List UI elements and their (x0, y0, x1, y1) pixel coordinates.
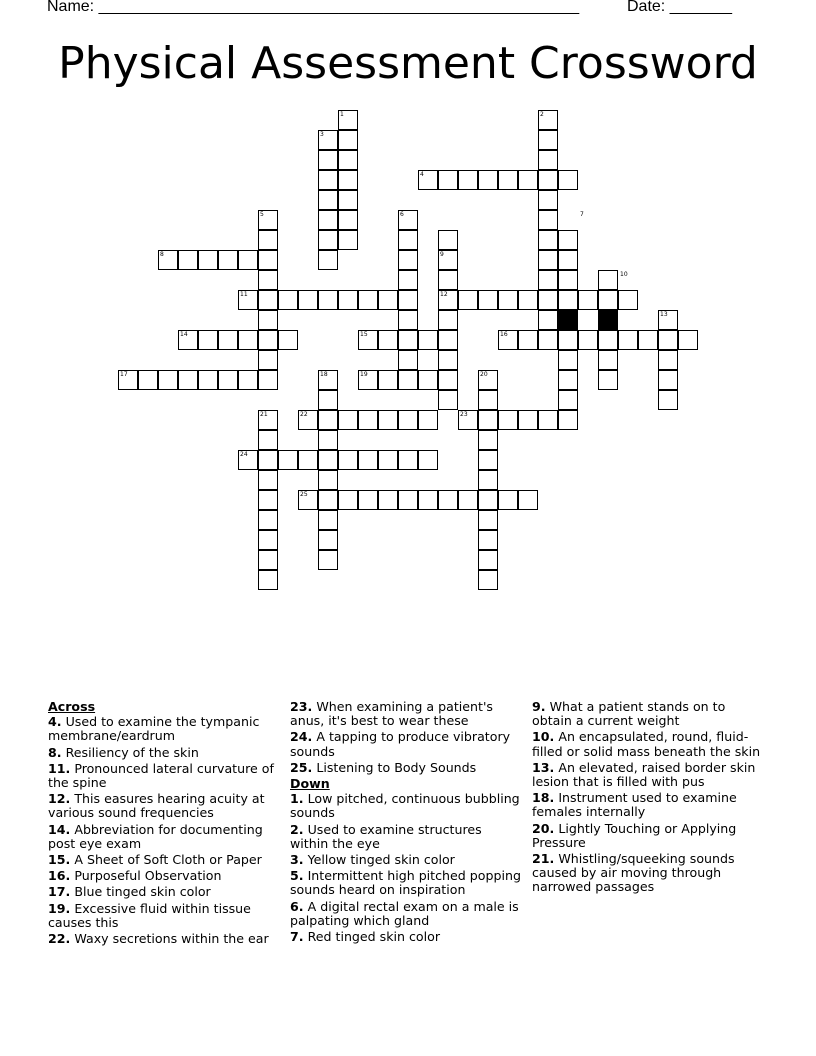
grid-cell[interactable] (238, 250, 258, 270)
grid-cell[interactable] (338, 450, 358, 470)
clue-down-13: 13. An elevated, raised border skin lesion that is filled with pus (532, 759, 756, 790)
clue-across-8: 8. Resiliency of the skin (48, 744, 199, 760)
grid-cell[interactable] (678, 330, 698, 350)
name-field-label[interactable]: Name: ______________________________________________________ (47, 0, 580, 15)
grid-cell[interactable] (598, 350, 618, 370)
clue-across-15: 15. A Sheet of Soft Cloth or Paper (48, 852, 262, 868)
grid-cell[interactable] (338, 490, 358, 510)
grid-cell[interactable] (418, 370, 438, 390)
grid-cell[interactable] (498, 490, 518, 510)
grid-cell[interactable] (378, 330, 398, 350)
grid-cell[interactable] (318, 190, 338, 210)
clue-across-16: 16. Purposeful Observation (48, 868, 222, 884)
grid-cell[interactable] (278, 290, 298, 310)
grid-cell[interactable] (598, 290, 618, 310)
grid-cell[interactable] (338, 230, 358, 250)
grid-cell[interactable] (258, 290, 278, 310)
grid-cell[interactable] (538, 210, 558, 230)
grid-cell[interactable] (478, 530, 498, 550)
grid-cell[interactable] (598, 270, 618, 290)
across-heading: Across (48, 699, 96, 714)
grid-cell[interactable] (498, 410, 518, 430)
grid-cell[interactable] (438, 170, 458, 190)
grid-cell[interactable] (478, 550, 498, 570)
clue-down-20: 20. Lightly Touching or Applying Pressure (532, 820, 737, 850)
grid-cell[interactable] (498, 170, 518, 190)
grid-cell[interactable] (318, 490, 338, 510)
grid-cell[interactable] (138, 370, 158, 390)
clue-down-18: 18. Instrument used to examine females internally (532, 790, 737, 820)
grid-cell[interactable] (538, 290, 558, 310)
grid-cell[interactable] (538, 130, 558, 150)
grid-cell[interactable] (178, 370, 198, 390)
clue-number: 6 (400, 211, 404, 218)
grid-cell[interactable] (398, 350, 418, 370)
grid-cell[interactable] (338, 290, 358, 310)
grid-cell[interactable] (218, 370, 238, 390)
grid-cell[interactable] (618, 330, 638, 350)
grid-cell[interactable] (318, 470, 338, 490)
grid-cell[interactable] (598, 330, 618, 350)
clue-down-10: 10. An encapsulated, round, fluid-filled or solid mass beneath the skin (532, 729, 761, 759)
grid-cell[interactable] (658, 330, 678, 350)
grid-cell[interactable] (418, 490, 438, 510)
grid-cell[interactable] (378, 450, 398, 470)
clue-number: 5 (260, 211, 264, 218)
grid-cell[interactable] (478, 170, 498, 190)
grid-cell[interactable] (318, 290, 338, 310)
clue-number: 1 (340, 111, 344, 118)
grid-cell[interactable] (438, 270, 458, 290)
clue-across-22: 22. Waxy secretions within the ear (48, 931, 269, 947)
grid-cell[interactable] (398, 310, 418, 330)
clue-number: 21 (260, 411, 268, 418)
grid-cell[interactable] (458, 290, 478, 310)
grid-cell[interactable] (258, 530, 278, 550)
grid-cell[interactable] (338, 210, 358, 230)
grid-cell[interactable] (538, 330, 558, 350)
clues-column-1 (48, 700, 280, 948)
grid-cell[interactable] (398, 230, 418, 250)
grid-cell[interactable] (238, 370, 258, 390)
clues-column-2 (290, 700, 522, 946)
grid-cell[interactable] (558, 390, 578, 410)
clue-across-23: 23. When examining a patient's anus, it's best to wear these (290, 699, 493, 729)
grid-cell[interactable] (298, 290, 318, 310)
grid-cell[interactable] (438, 330, 458, 350)
grid-cell[interactable] (418, 330, 438, 350)
clue-number: 22 (300, 411, 308, 418)
grid-cell[interactable] (558, 270, 578, 290)
grid-cell[interactable] (258, 250, 278, 270)
grid-cell[interactable] (478, 290, 498, 310)
grid-cell[interactable] (438, 230, 458, 250)
grid-cell[interactable] (558, 170, 578, 190)
grid-cell[interactable] (258, 270, 278, 290)
grid-cell[interactable] (538, 150, 558, 170)
clue-down-6: 6. A digital rectal exam on a male is palpating which gland (290, 898, 519, 928)
grid-cell[interactable] (478, 470, 498, 490)
clue-number: 23 (460, 411, 468, 418)
grid-cell[interactable] (258, 510, 278, 530)
blocked-cell (558, 310, 578, 330)
grid-cell[interactable] (318, 170, 338, 190)
grid-cell[interactable] (258, 550, 278, 570)
grid-cell[interactable] (378, 490, 398, 510)
grid-cell[interactable] (258, 450, 278, 470)
grid-cell[interactable] (498, 290, 518, 310)
grid-cell[interactable] (458, 170, 478, 190)
grid-cell[interactable] (278, 330, 298, 350)
clue-down-1: 1. Low pitched, continuous bubbling sounds (290, 791, 520, 821)
clue-number: 4 (420, 171, 424, 178)
grid-cell[interactable] (418, 450, 438, 470)
grid-cell[interactable] (358, 410, 378, 430)
grid-cell[interactable] (358, 490, 378, 510)
grid-cell[interactable] (338, 190, 358, 210)
grid-cell[interactable] (438, 310, 458, 330)
grid-cell[interactable] (518, 290, 538, 310)
grid-cell[interactable] (518, 410, 538, 430)
grid-cell[interactable] (478, 410, 498, 430)
grid-cell[interactable] (398, 290, 418, 310)
grid-cell[interactable] (318, 450, 338, 470)
grid-cell[interactable] (398, 270, 418, 290)
clue-number: 25 (300, 491, 308, 498)
grid-cell[interactable] (218, 330, 238, 350)
grid-cell[interactable] (398, 330, 418, 350)
clue-number: 10 (620, 271, 628, 278)
grid-cell[interactable] (338, 410, 358, 430)
grid-cell[interactable] (538, 230, 558, 250)
grid-cell[interactable] (378, 370, 398, 390)
grid-cell[interactable] (258, 430, 278, 450)
grid-cell[interactable] (398, 410, 418, 430)
grid-cell[interactable] (318, 390, 338, 410)
grid-cell[interactable] (258, 570, 278, 590)
clue-number: 12 (440, 291, 448, 298)
grid-cell[interactable] (518, 330, 538, 350)
grid-cell[interactable] (398, 370, 418, 390)
clue-across-19: 19. Excessive fluid within tissue causes this (48, 900, 251, 930)
clue-number: 16 (500, 331, 508, 338)
grid-cell[interactable] (258, 490, 278, 510)
grid-cell[interactable] (218, 250, 238, 270)
grid-cell[interactable] (658, 350, 678, 370)
grid-cell[interactable] (558, 370, 578, 390)
grid-cell[interactable] (398, 490, 418, 510)
clue-number: 17 (120, 371, 128, 378)
grid-cell[interactable] (198, 370, 218, 390)
grid-cell[interactable] (578, 290, 598, 310)
crossword-grid (0, 0, 816, 500)
grid-cell[interactable] (538, 310, 558, 330)
grid-cell[interactable] (558, 250, 578, 270)
grid-cell[interactable] (318, 530, 338, 550)
grid-cell[interactable] (518, 490, 538, 510)
grid-cell[interactable] (358, 450, 378, 470)
grid-cell[interactable] (338, 150, 358, 170)
clue-across-24: 24. A tapping to produce vibratory sounds (290, 729, 511, 759)
clue-number: 15 (360, 331, 368, 338)
grid-cell[interactable] (338, 170, 358, 190)
grid-cell[interactable] (478, 430, 498, 450)
grid-cell[interactable] (318, 150, 338, 170)
grid-cell[interactable] (518, 170, 538, 190)
clue-across-4: 4. Used to examine the tympanic membrane/eardrum (48, 714, 260, 744)
grid-cell[interactable] (398, 450, 418, 470)
grid-cell[interactable] (318, 230, 338, 250)
grid-cell[interactable] (438, 490, 458, 510)
grid-cell[interactable] (258, 330, 278, 350)
grid-cell[interactable] (558, 350, 578, 370)
grid-cell[interactable] (478, 390, 498, 410)
grid-cell[interactable] (478, 450, 498, 470)
grid-cell[interactable] (318, 250, 338, 270)
grid-cell[interactable] (558, 410, 578, 430)
clue-across-17: 17. Blue tinged skin color (48, 884, 211, 900)
clue-number: 11 (240, 291, 248, 298)
grid-cell[interactable] (438, 350, 458, 370)
grid-cell[interactable] (358, 290, 378, 310)
grid-cell[interactable] (318, 430, 338, 450)
grid-cell[interactable] (238, 330, 258, 350)
grid-cell[interactable] (398, 250, 418, 270)
grid-cell[interactable] (338, 130, 358, 150)
grid-cell[interactable] (578, 330, 598, 350)
grid-cell[interactable] (618, 290, 638, 310)
grid-cell[interactable] (538, 250, 558, 270)
grid-cell[interactable] (478, 510, 498, 530)
grid-cell[interactable] (258, 350, 278, 370)
grid-cell[interactable] (418, 410, 438, 430)
grid-cell[interactable] (538, 410, 558, 430)
clue-number: 24 (240, 451, 248, 458)
grid-cell[interactable] (258, 370, 278, 390)
grid-cell[interactable] (378, 410, 398, 430)
clue-across-25: 25. Listening to Body Sounds (290, 759, 477, 775)
clue-number: 2 (540, 111, 544, 118)
clue-down-3: 3. Yellow tinged skin color (290, 852, 455, 868)
grid-cell[interactable] (598, 370, 618, 390)
clue-number: 3 (320, 131, 324, 138)
grid-cell[interactable] (458, 490, 478, 510)
date-field-label[interactable]: Date: _______ (627, 0, 732, 15)
clue-down-5: 5. Intermittent high pitched popping sounds heard on inspiration (290, 868, 521, 898)
grid-cell[interactable] (258, 230, 278, 250)
blocked-cell (598, 310, 618, 330)
clue-number: 19 (360, 371, 368, 378)
grid-cell[interactable] (478, 570, 498, 590)
grid-cell[interactable] (318, 550, 338, 570)
grid-cell[interactable] (538, 270, 558, 290)
clue-down-2: 2. Used to examine structures within the eye (290, 821, 482, 851)
clue-number: 8 (160, 251, 164, 258)
grid-cell[interactable] (318, 210, 338, 230)
clues-column-3 (532, 700, 764, 897)
clue-number: 18 (320, 371, 328, 378)
grid-cell[interactable] (558, 230, 578, 250)
clue-down-9: 9. What a patient stands on to obtain a current weight (532, 699, 726, 729)
grid-cell[interactable] (258, 470, 278, 490)
grid-cell[interactable] (658, 370, 678, 390)
grid-cell[interactable] (298, 450, 318, 470)
clue-number: 9 (440, 251, 444, 258)
down-heading: Down (290, 776, 330, 792)
grid-cell[interactable] (638, 330, 658, 350)
grid-cell[interactable] (198, 330, 218, 350)
grid-cell[interactable] (658, 390, 678, 410)
page-title: Physical Assessment Crossword (58, 38, 758, 89)
grid-cell[interactable] (198, 250, 218, 270)
grid-cell[interactable] (258, 310, 278, 330)
grid-cell[interactable] (158, 370, 178, 390)
grid-cell[interactable] (558, 290, 578, 310)
grid-cell[interactable] (178, 250, 198, 270)
clue-number: 14 (180, 331, 188, 338)
grid-cell[interactable] (318, 410, 338, 430)
clue-across-14: 14. Abbreviation for documenting post eye exam (48, 821, 263, 851)
clue-down-21: 21. Whistling/squeeking sounds caused by air moving through narrowed passages (532, 851, 735, 895)
grid-cell[interactable] (538, 190, 558, 210)
grid-cell[interactable] (438, 390, 458, 410)
grid-cell[interactable] (478, 490, 498, 510)
grid-cell[interactable] (278, 450, 298, 470)
clue-across-11: 11. Pronounced lateral curvature of the spine (48, 760, 274, 791)
grid-cell[interactable] (318, 510, 338, 530)
clue-number: 20 (480, 371, 488, 378)
grid-cell[interactable] (378, 290, 398, 310)
grid-cell[interactable] (538, 170, 558, 190)
grid-cell[interactable] (558, 330, 578, 350)
clue-across-12: 12. This easures hearing acuity at various sound frequencies (48, 791, 265, 821)
clue-down-7: 7. Red tinged skin color (290, 929, 441, 945)
grid-cell[interactable] (438, 370, 458, 390)
clue-number: 7 (580, 211, 584, 218)
clue-number: 13 (660, 311, 668, 318)
